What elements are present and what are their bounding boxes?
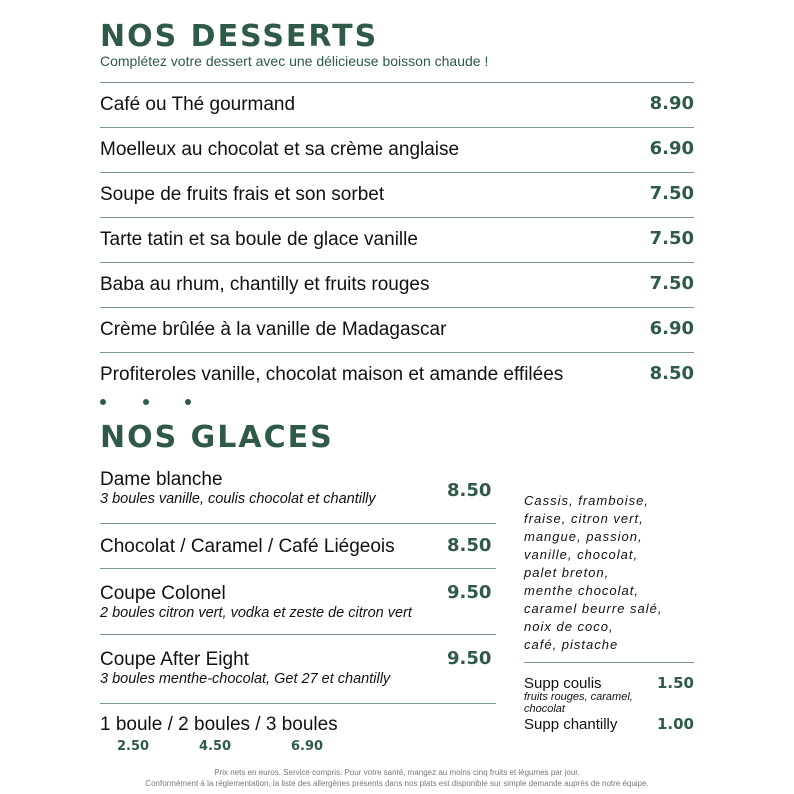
glace-item-desc: 3 boules vanille, coulis chocolat et chantilly: [100, 491, 376, 507]
glace-item-name: Coupe Colonel: [100, 583, 226, 604]
glace-item-price: 9.50: [447, 648, 492, 669]
flavour-line: caramel beurre salé,: [524, 601, 663, 616]
glace-item-desc: 3 boules menthe-chocolat, Get 27 et chantilly: [100, 671, 391, 687]
flavour-line: menthe chocolat,: [524, 583, 640, 598]
divider: [100, 523, 496, 524]
flavour-line: Cassis, framboise,: [524, 493, 649, 508]
dessert-item-name: Café ou Thé gourmand: [100, 94, 296, 115]
flavour-line: noix de coco,: [524, 619, 614, 634]
dessert-item-name: Baba au rhum, chantilly et fruits rouges: [100, 274, 430, 295]
dessert-item-name: Tarte tatin et sa boule de glace vanille: [100, 229, 418, 250]
boule-price: 2.50: [117, 739, 150, 754]
glace-item-name: Chocolat / Caramel / Café Liégeois: [100, 536, 395, 557]
divider: [100, 217, 694, 218]
supplement-name: Supp coulis: [524, 675, 602, 692]
dessert-item-name: Soupe de fruits frais et son sorbet: [100, 184, 385, 205]
desserts-subtitle: Complétez votre dessert avec une délicieuse boisson chaude !: [100, 53, 489, 69]
divider: [100, 262, 694, 263]
desserts-title: NOS DESSERTS: [100, 19, 379, 54]
divider: [100, 307, 694, 308]
dessert-item-price: 6.90: [649, 318, 694, 339]
glaces-title: NOS GLACES: [100, 420, 334, 455]
supplement-name: Supp chantilly: [524, 716, 618, 733]
dessert-item-price: 8.90: [649, 93, 694, 114]
flavour-line: fraise, citron vert,: [524, 511, 644, 526]
dessert-item-price: 6.90: [649, 138, 694, 159]
flavour-line: mangue, passion,: [524, 529, 643, 544]
flavour-line: vanille, chocolat,: [524, 547, 639, 562]
glace-item-name: Coupe After Eight: [100, 649, 249, 670]
divider: [100, 82, 694, 83]
glace-item-name: Dame blanche: [100, 469, 223, 490]
dessert-item-price: 7.50: [649, 228, 694, 249]
decorative-dot: [143, 399, 149, 405]
glace-item-price: 8.50: [447, 535, 492, 556]
divider: [100, 568, 496, 569]
supplement-price: 1.50: [656, 674, 694, 692]
dessert-item-price: 8.50: [649, 363, 694, 384]
supplement-desc: fruits rouges, caramel, chocolat: [524, 691, 633, 715]
boule-price: 6.90: [291, 739, 324, 754]
glace-item-price: 8.50: [447, 480, 492, 501]
dessert-item-name: Moelleux au chocolat et sa crème anglaise: [100, 139, 460, 160]
divider: [100, 634, 496, 635]
boules-label: 1 boule / 2 boules / 3 boules: [100, 714, 338, 735]
footer-allergens: Conformément à la réglementation, la liste des allergènes présents dans nos plats est disponible sur simple demande auprès de notre équipe.: [145, 779, 649, 788]
flavours-list: [524, 492, 699, 654]
divider: [100, 127, 694, 128]
decorative-dot: [100, 399, 106, 405]
dessert-item-name: Profiteroles vanille, chocolat maison et amande effilées: [100, 364, 564, 385]
divider: [100, 352, 694, 353]
dessert-item-name: Crème brûlée à la vanille de Madagascar: [100, 319, 447, 340]
divider: [524, 662, 694, 663]
divider: [100, 172, 694, 173]
dessert-item-price: 7.50: [649, 183, 694, 204]
dessert-item-price: 7.50: [649, 273, 694, 294]
glace-item-price: 9.50: [447, 582, 492, 603]
supplement-price: 1.00: [656, 715, 694, 733]
flavour-line: palet breton,: [524, 565, 610, 580]
flavour-line: café, pistache: [524, 637, 619, 652]
glace-item-desc: 2 boules citron vert, vodka et zeste de citron vert: [100, 605, 412, 621]
boule-price: 4.50: [199, 739, 232, 754]
divider: [100, 703, 496, 704]
footer-note: Prix nets en euros. Service compris. Pour votre santé, mangez au moins cinq fruits et légumes par jour.: [214, 768, 580, 777]
decorative-dot: [185, 399, 191, 405]
